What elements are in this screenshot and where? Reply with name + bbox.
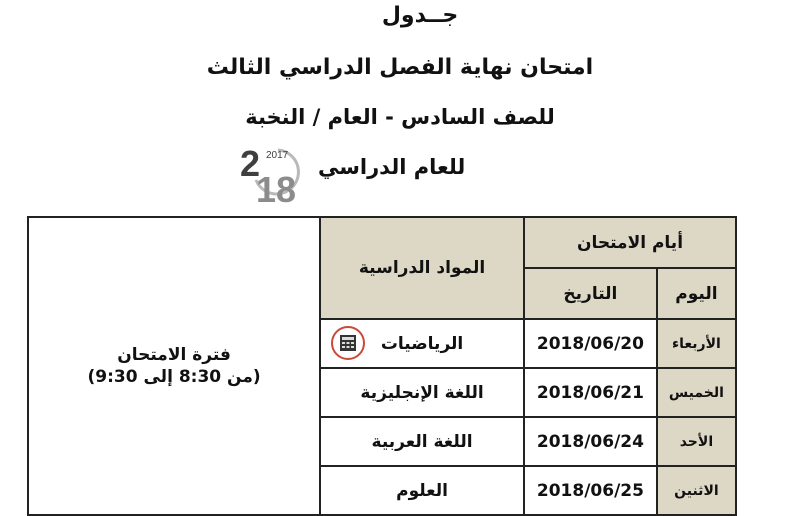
exam-period-label: فترة الامتحان [117,345,231,365]
grade-title: للصف السادس - العام / النخبة [245,105,555,129]
subject-cell: اللغة العربية [320,417,524,466]
date-cell: 2018/06/24 [524,417,657,466]
exam-period-cell [28,217,320,515]
logo-digits-18: 18 [256,169,297,206]
exam-title: امتحان نهاية الفصل الدراسي الثالث [206,55,594,80]
date-header: التاريخ [524,268,657,319]
subject-cell: اللغة الإنجليزية [320,368,524,417]
subject-cell: العلوم [320,466,524,515]
day-cell: الأربعاء [657,319,736,368]
exam-days-header: أيام الامتحان [524,217,736,268]
date-cell: 2018/06/25 [524,466,657,515]
logo-digit-2: 2 [240,143,261,184]
subject-cell [320,319,524,368]
academic-year-label: للعام الدراسي [318,155,466,179]
day-cell: الخميس [657,368,736,417]
day-cell: الأحد [657,417,736,466]
subject-label: الرياضيات [380,333,464,354]
page-title: جــدول [381,3,459,28]
day-cell: الاثنين [657,466,736,515]
date-cell: 2018/06/21 [524,368,657,417]
year-logo [238,136,318,206]
calculator-icon [331,326,365,360]
date-cell: 2018/06/20 [524,319,657,368]
exam-schedule-table [27,216,737,516]
exam-period-time: (من 8:30 إلى 9:30) [87,367,261,387]
subjects-header: المواد الدراسية [320,217,524,319]
logo-year-2017: 2017 [266,150,289,161]
day-header: اليوم [657,268,736,319]
